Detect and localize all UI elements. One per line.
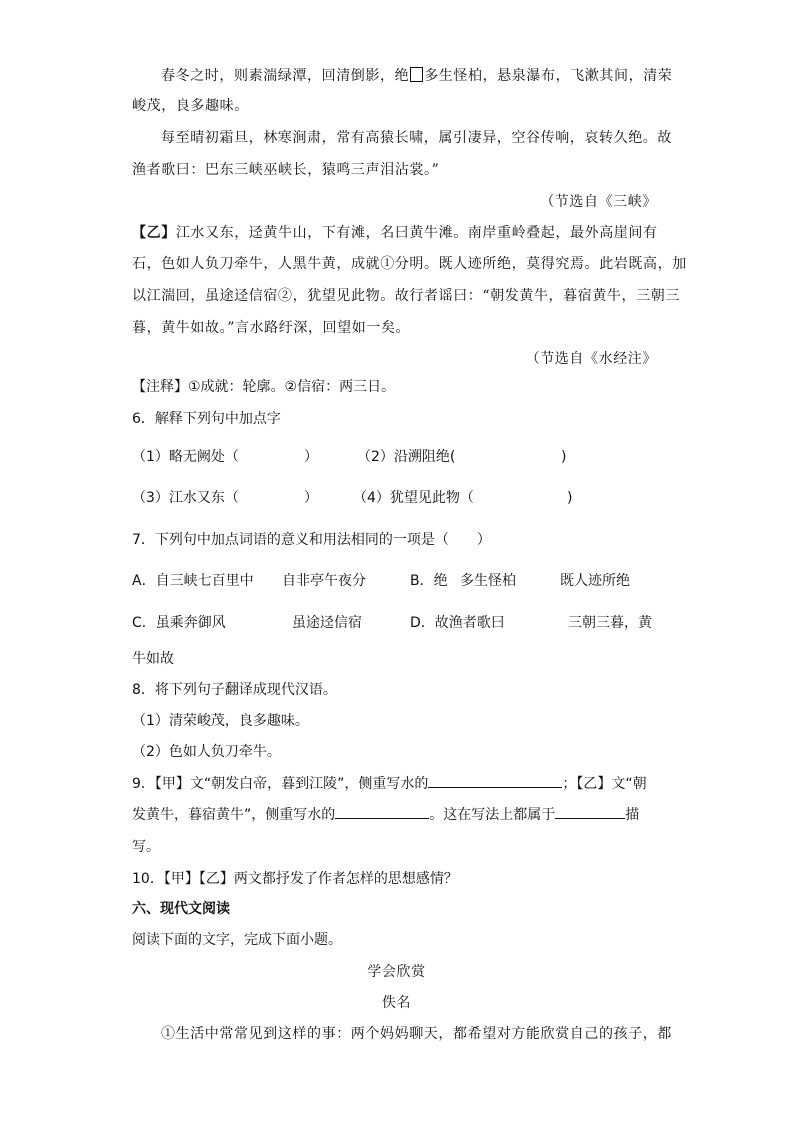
yi-label: 【乙】 [132, 225, 176, 241]
q6-item4-close: ) [567, 490, 573, 506]
q8-sentence1: （1）清荣峻茂，良多趣味。 [132, 713, 309, 729]
q7-option-a-2: 自非亭午夜分 [282, 573, 366, 589]
text-segment: 江水又东，迳黄牛山，下有滩，名曰黄牛滩。南岸重岭叠起，最外高崖间有 [175, 225, 658, 241]
q9-text4: 。这在写法上都属于 [429, 807, 556, 823]
article-para1: ①生活中常常见到这样的事：两个妈妈聊天，都希望对方能欣赏自己的孩子，都 [161, 1026, 672, 1042]
jia-para2-line1: 每至晴初霜旦，林寒涧肃，常有高猿长啸，属引凄异，空谷传响，哀转久绝。故 [161, 130, 672, 146]
article-author: 佚名 [381, 995, 412, 1011]
jia-para1-line2: 峻茂，良多趣味。 [132, 98, 249, 114]
answer-blank[interactable] [335, 804, 429, 819]
q6-item2-close: ) [561, 449, 567, 465]
q9-line3: 写。 [132, 839, 160, 855]
yi-line2: 石，色如人负刀牵牛，人黑牛黄，成就①分明。既人迹所绝，莫得究焉。此岩既高，加 [132, 256, 687, 272]
q9-text5: 描 [625, 807, 640, 823]
jia-para1-line1 [161, 66, 672, 86]
q7-option-c-2: 虽途迳信宿 [292, 615, 362, 631]
q6-item3-close: ） [304, 490, 318, 506]
yi-source: （节选自《水经注》 [525, 351, 657, 367]
missing-char-box [410, 67, 423, 82]
jia-para2-line2: 渔者歌曰：巴东三峡巫峡长，猿鸣三声泪沾裳。” [132, 162, 440, 178]
q7-option-d-3: 牛如故 [132, 651, 174, 667]
q7-option-a-1: A．自三峡七百里中 [132, 573, 254, 589]
q6-item2: （2）沿溯阻绝( [357, 449, 456, 465]
q9-text3: 发黄牛，暮宿黄牛”，侧重写水的 [132, 807, 336, 823]
yi-line4: 暮，黄牛如故。”言水路纡深，回望如一矣。 [132, 320, 411, 336]
text-segment: 春冬之时，则素湍绿潭，回清倒影，绝 [161, 68, 410, 84]
answer-blank[interactable] [428, 773, 562, 788]
notes: 【注释】①成就：轮廓。②信宿：两三日。 [132, 379, 396, 395]
answer-blank[interactable] [555, 804, 625, 819]
q7-title: 7．下列句中加点词语的意义和用法相同的一项是（ ） [132, 532, 491, 548]
q6-title: 6．解释下列句中加点字 [132, 411, 281, 427]
q8-sentence2: （2）色如人负刀牵牛。 [132, 744, 281, 760]
q7-option-b-1: B．绝 [410, 573, 448, 589]
q9-text1: 9．【甲】文“朝发白帝，暮到江陵”，侧重写水的 [132, 776, 429, 792]
yi-line3: 以江湍回，虽途迳信宿②，犹望见此物。故行者谣曰：“朝发黄牛，暮宿黄牛，三朝三 [132, 288, 680, 304]
q7-option-c-1: C．虽乘奔御风 [132, 615, 226, 631]
q9-line2 [132, 804, 639, 825]
text-segment: 多生怪柏，悬泉瀑布，飞漱其间，清荣 [424, 68, 673, 84]
q6-item1-close: ） [304, 449, 318, 465]
q6-item1-text: （1）略无阙处（ [132, 449, 239, 465]
yi-line1 [132, 223, 658, 243]
q7-option-d-2: 三朝三暮，黄 [568, 615, 652, 631]
section6-instruction: 阅读下面的文字，完成下面小题。 [132, 932, 342, 948]
q6-item1 [132, 447, 239, 467]
article-title: 学会欣赏 [367, 964, 426, 980]
q6-item4: （4）犹望见此物（ [353, 490, 474, 506]
q10-title: 10．【甲】【乙】两文都抒发了作者怎样的思想感情？ [132, 871, 458, 887]
q9-text2: ；【乙】文“朝 [562, 776, 647, 792]
q8-title: 8．将下列句子翻译成现代汉语。 [132, 682, 337, 698]
q6-item3: （3）江水又东（ [132, 490, 239, 506]
q7-option-b-2: 多生怪柏 [460, 573, 516, 589]
q7-option-d-1: D．故渔者歌曰 [410, 615, 505, 631]
section6-heading: 六、现代文阅读 [132, 901, 230, 917]
jia-source: （节选自《三峡》 [540, 194, 657, 210]
q7-option-b-3: 既人迹所绝 [560, 573, 630, 589]
q9-line1 [132, 773, 647, 794]
